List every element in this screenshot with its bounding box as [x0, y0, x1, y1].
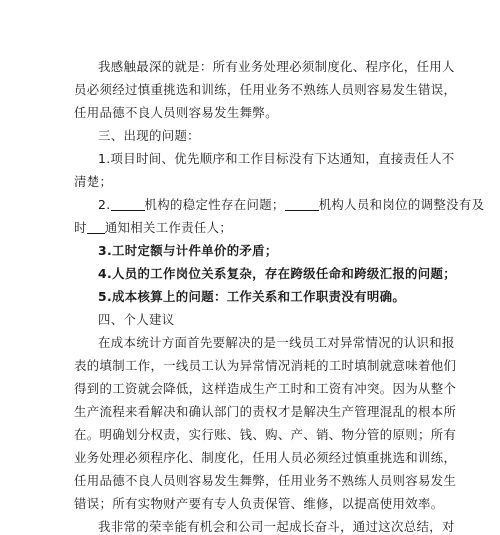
problem-4: 4.人员的工作岗位关系复杂，存在跨级任命和跨级汇报的问题； [98, 266, 457, 281]
fill-in-blank [111, 198, 145, 211]
suggestion-line-2: 表的填制工作，一线员工认为异常情况消耗的工时填制就意味着他们 [74, 358, 457, 373]
problem-2-line-2 [74, 220, 426, 236]
problem-2-line-1 [98, 197, 485, 213]
suggestion-line-1: 在成本统计方面首先要解决的是一线员工对异常情况的认识和报 [98, 335, 455, 350]
problem-1-line-1: 1.项目时间、优先顺序和工作目标没有下达通知，直接责任人不 [98, 151, 455, 166]
problem-5: 5.成本核算上的问题：工作关系和工作职责没有明确。 [98, 289, 406, 304]
problem-2-text-d: 通知相关工作责任人； [104, 220, 233, 235]
problem-2-text-a: 机构的稳定性存在问题； [144, 197, 285, 212]
fill-in-blank [87, 221, 105, 234]
suggestion-line-4: 生产流程来看解决和确认部门的责权才是解决生产管理混乱的根本所 [74, 404, 457, 419]
suggestion-line-5: 在。明确划分权责，实行账、钱、购、产、销、物分管的原则；所有 [74, 427, 457, 442]
problem-1-line-2: 清楚； [74, 174, 113, 189]
suggestion-line-3: 得到的工资就会降低，这样造成生产工时和工资有冲突。因为从整个 [74, 381, 457, 396]
intro-line-2: 员必须经过慎重挑选和训练，任用业务不熟练人员则容易发生错误， [74, 82, 457, 97]
intro-line-3: 任用品德不良人员则容易发生舞弊。 [74, 105, 278, 120]
suggestion-line-7: 任用品德不良人员则容易发生舞弊，任用业务不熟练人员则容易发生 [74, 473, 457, 488]
fill-in-blank [285, 198, 319, 211]
intro-line-1: 我感触最深的就是：所有业务处理必须制度化、程序化，任用人 [98, 59, 455, 74]
section-4-heading: 四、个人建议 [98, 312, 175, 327]
problem-2-text-b: 机构人员和岗位的调整没有及 [318, 197, 485, 212]
problem-2-number: 2. [98, 197, 111, 212]
problem-2-text-c: 时 [74, 220, 87, 235]
suggestion-line-8: 错误；所有实物财产要有专人负责保管、维修，以提高使用效率。 [74, 496, 444, 511]
suggestion-line-6: 业务处理必须程序化、制度化，任用人员必须经过慎重挑选和训练， [74, 450, 457, 465]
problem-3: 3.工时定额与计件单价的矛盾； [98, 243, 278, 258]
section-3-heading: 三、出现的问题： [98, 128, 200, 143]
closing-line-1: 我非常的荣幸能有机会和公司一起成长奋斗，通过这次总结，对 [98, 519, 455, 534]
